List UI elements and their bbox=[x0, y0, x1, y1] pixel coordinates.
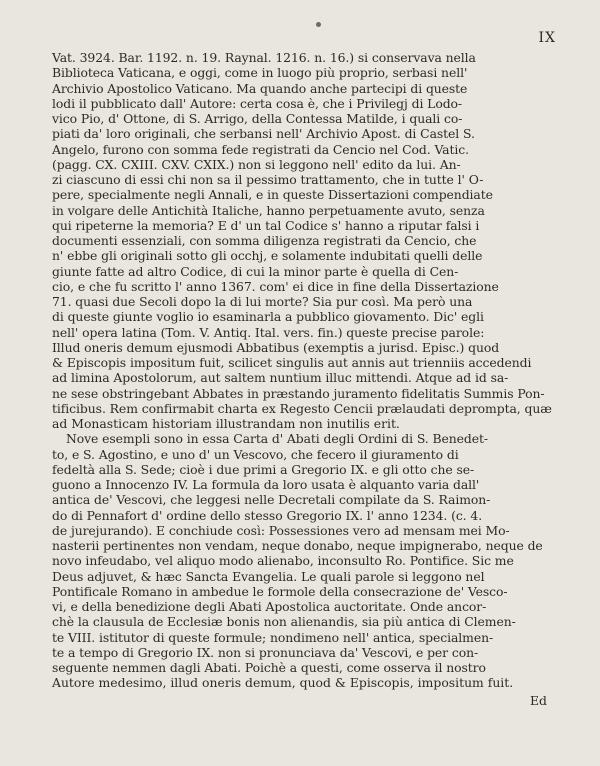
text-line: Deus adjuvet, & hæc Sancta Evangelia. Le quali parole si leggono nel bbox=[52, 568, 485, 584]
text-line: ne sese obstringebant Abbates in præstando juramento fidelitatis Summis Pon- bbox=[52, 385, 545, 401]
text-line: Illud oneris demum ejusmodi Abbatibus (exemptis a jurisd. Episc.) quod bbox=[52, 339, 500, 355]
page-number: IX bbox=[538, 30, 556, 46]
text-line: (pagg. CX. CXIII. CXV. CXIX.) non si leggono nell' edito da lui. An- bbox=[52, 156, 461, 172]
text-line: vico Pio, d' Ottone, di S. Arrigo, della Contessa Matilde, i quali co- bbox=[52, 111, 463, 126]
text-line: Archivio Apostolico Vaticano. Ma quando anche partecipi di queste bbox=[52, 80, 468, 96]
text-line: novo infeudabo, vel aliquo modo alienabo, inconsulto Ro. Pontifice. Sic me bbox=[52, 553, 514, 569]
text-line: zi ciascuno di essi chi non sa il pessimo trattamento, che in tutte l' O- bbox=[52, 172, 484, 187]
text-line: chè la clausula de Ecclesiæ bonis non alienandis, sia più antica di Clemen- bbox=[52, 614, 516, 630]
text-line: vi, e della benedizione degli Abati Apostolica auctoritate. Onde ancor- bbox=[52, 599, 487, 614]
ornament-dot bbox=[316, 22, 321, 27]
text-line: te VIII. istitutor di queste formule; nondimeno nell' antica, specialmen- bbox=[52, 629, 494, 645]
text-line: do di Pennafort d' ordine dello stesso Gregorio IX. l' anno 1234. (c. 4. bbox=[52, 507, 483, 523]
text-line: nasterii pertinentes non vendam, neque donabo, neque impignerabo, neque de bbox=[52, 538, 543, 553]
text-line: antica de' Vescovi, che leggesi nelle Decretali compilate da S. Raimon- bbox=[52, 492, 491, 508]
text-line: de jurejurando). E conchiude così: Possessiones vero ad mensam mei Mo- bbox=[52, 522, 510, 538]
text-line: & Episcopis impositum fuit, scilicet singulis aut annis aut trienniis accedendi bbox=[52, 355, 532, 370]
text-line: te a tempo di Gregorio IX. non si pronunciava da' Vescovi, e per con- bbox=[52, 644, 479, 660]
page-body-text bbox=[52, 50, 558, 691]
text-line: documenti essenziali, con somma diligenza registrati da Cencio, che bbox=[52, 233, 477, 248]
text-line: lodi il pubblicato dall' Autore: certa cosa è, che i Privilegj di Lodo- bbox=[52, 95, 463, 111]
text-line: cio, e che fu scritto l' anno 1367. com' ei dice in fine della Dissertazione bbox=[52, 278, 499, 294]
text-line: pere, specialmente negli Annali, e in queste Dissertazioni compendiate bbox=[52, 187, 493, 203]
text-line: ad Monasticam historiam illustrandam non inutilis erit. bbox=[52, 416, 400, 431]
text-line: Biblioteca Vaticana, e oggi, come in luogo più proprio, serbasi nell' bbox=[52, 65, 468, 81]
text-line: Vat. 3924. Bar. 1192. n. 19. Raynal. 1216. n. 16.) si conservava nella bbox=[52, 50, 476, 65]
text-line: giunte fatte ad altro Codice, di cui la minor parte è quella di Cen- bbox=[52, 263, 459, 279]
text-line: Nove esempli sono in essa Carta d' Abati degli Ordini di S. Benedet- bbox=[66, 431, 488, 447]
text-line: ad limina Apostolorum, aut saltem nuntium illuc mittendi. Atque ad id sa- bbox=[52, 370, 509, 386]
text-line: tificibus. Rem confirmabit charta ex Regesto Cencii prælaudati deprompta, quæ bbox=[52, 400, 552, 416]
text-line: guono a Innocenzo IV. La formula da loro usata è alquanto varia dall' bbox=[52, 477, 480, 492]
text-line: Autore medesimo, illud oneris demum, quod & Episcopis, impositum fuit. bbox=[52, 675, 514, 691]
text-line: 71. quasi due Secoli dopo la di lui morte? Sia pur così. Ma però una bbox=[52, 294, 473, 309]
catchword: Ed bbox=[530, 693, 547, 708]
text-line: qui ripeterne la memoria? E d' un tal Codice s' hanno a riputar falsi i bbox=[52, 217, 480, 233]
text-line: piati da' loro originali, che serbansi nell' Archivio Apost. di Castel S. bbox=[52, 126, 475, 142]
text-line: to, e S. Agostino, e uno d' un Vescovo, che fecero il giuramento di bbox=[52, 446, 459, 462]
text-line: n' ebbe gli originali sotto gli occhj, e solamente indubitati quelli delle bbox=[52, 248, 483, 264]
text-line: Pontificale Romano in ambedue le formole della consecrazione de' Vesco- bbox=[52, 583, 508, 599]
text-line: di queste giunte voglio io esaminarla a pubblico giovamento. Dic' egli bbox=[52, 309, 484, 325]
text-line: Angelo, furono con somma fede registrati da Cencio nel Cod. Vatic. bbox=[52, 141, 469, 157]
text-line: in volgare delle Antichità Italiche, hanno perpetuamente avuto, senza bbox=[52, 202, 485, 218]
text-line: fedeltà alla S. Sede; cioè i due primi a Gregorio IX. e gli otto che se- bbox=[52, 461, 475, 477]
text-line: seguente nemmen dagli Abati. Poichè a questi, come osserva il nostro bbox=[52, 660, 486, 675]
text-line: nell' opera latina (Tom. V. Antiq. Ital. vers. fin.) queste precise parole: bbox=[52, 324, 485, 340]
